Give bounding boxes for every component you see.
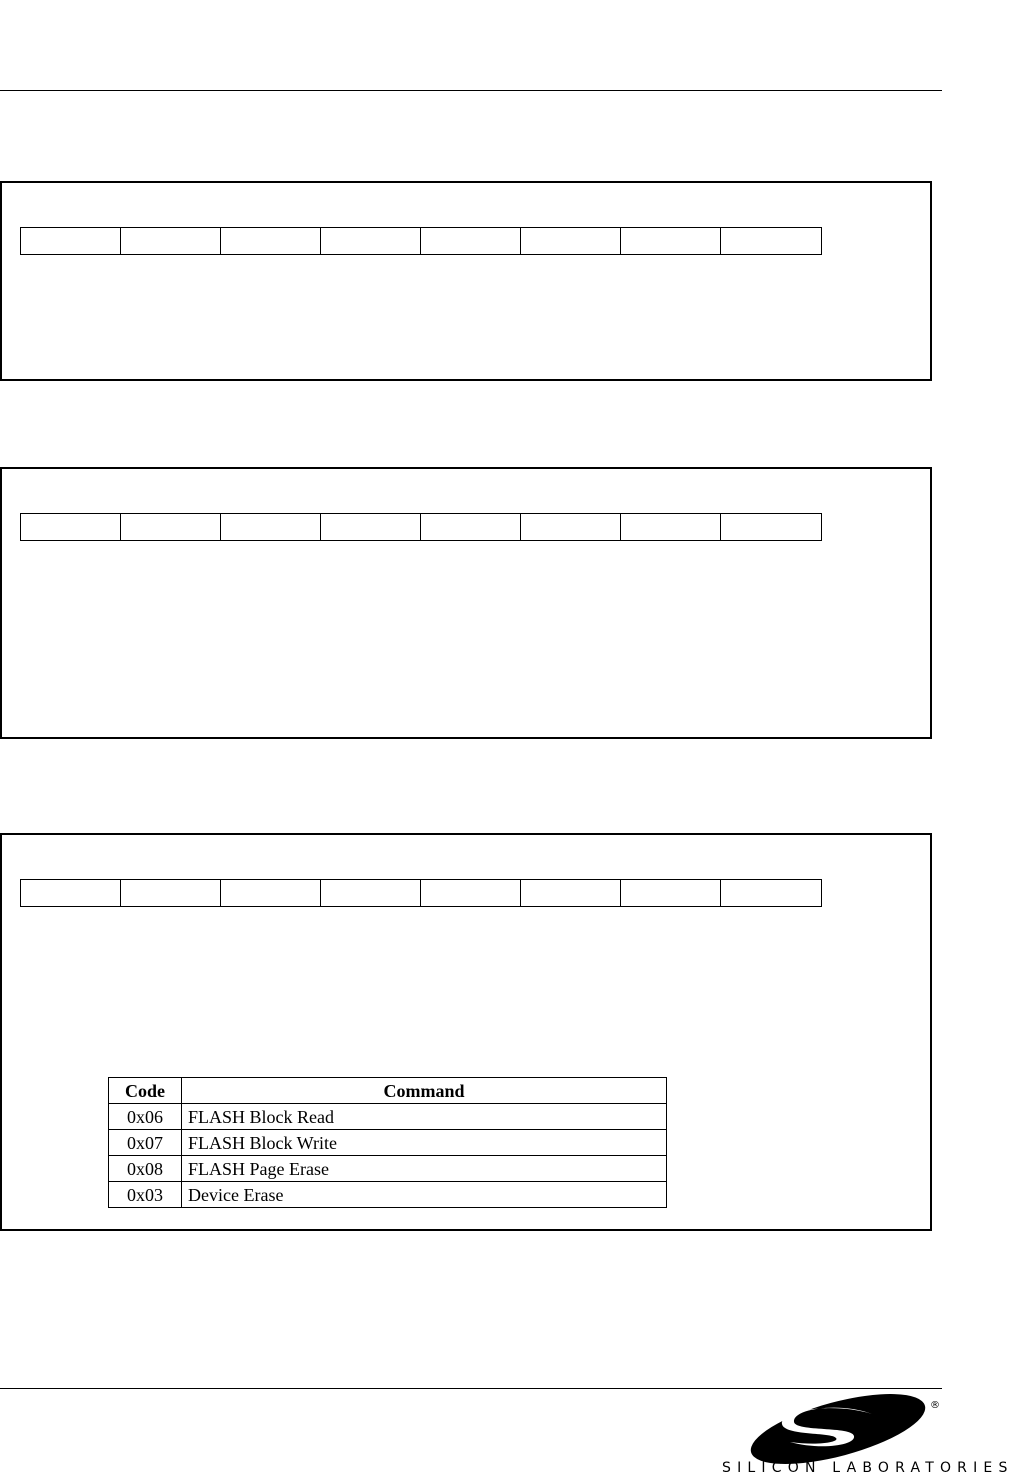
table-header-row xyxy=(109,1078,667,1104)
column-header-command: Command xyxy=(182,1078,667,1104)
command-table xyxy=(108,1077,667,1208)
bit-cell xyxy=(21,514,121,540)
silicon-labs-logo xyxy=(722,1396,1014,1481)
footer-rule xyxy=(0,1388,942,1389)
brand-wordmark: SILICON LABORATORIES xyxy=(722,1460,1014,1476)
bit-cell xyxy=(621,514,721,540)
bit-field-row xyxy=(20,513,822,541)
command-cell: Device Erase xyxy=(182,1182,667,1208)
table-row xyxy=(109,1156,667,1182)
bit-cell xyxy=(221,228,321,254)
bit-cell xyxy=(721,514,821,540)
bit-cell xyxy=(321,228,421,254)
code-cell: 0x06 xyxy=(109,1104,182,1130)
bit-cell xyxy=(521,228,621,254)
bit-cell xyxy=(121,880,221,906)
register-box-1 xyxy=(0,181,932,381)
logo-mark-icon xyxy=(722,1396,944,1460)
command-cell: FLASH Page Erase xyxy=(182,1156,667,1182)
bit-cell xyxy=(421,514,521,540)
bit-cell xyxy=(721,228,821,254)
command-cell: FLASH Block Read xyxy=(182,1104,667,1130)
bit-cell xyxy=(321,880,421,906)
command-cell: FLASH Block Write xyxy=(182,1130,667,1156)
header-rule xyxy=(0,90,942,91)
bit-cell xyxy=(721,880,821,906)
table-row xyxy=(109,1130,667,1156)
code-cell: 0x07 xyxy=(109,1130,182,1156)
bit-cell xyxy=(421,228,521,254)
bit-cell xyxy=(421,880,521,906)
bit-cell xyxy=(321,514,421,540)
bit-cell xyxy=(521,880,621,906)
code-cell: 0x08 xyxy=(109,1156,182,1182)
register-box-2 xyxy=(0,467,932,739)
code-cell: 0x03 xyxy=(109,1182,182,1208)
registered-mark: ® xyxy=(930,1400,940,1411)
bit-cell xyxy=(621,228,721,254)
bit-field-row xyxy=(20,227,822,255)
bit-cell xyxy=(121,514,221,540)
bit-cell xyxy=(21,228,121,254)
bit-cell xyxy=(221,880,321,906)
table-row xyxy=(109,1104,667,1130)
bit-cell xyxy=(221,514,321,540)
bit-field-row xyxy=(20,879,822,907)
table-row xyxy=(109,1182,667,1208)
column-header-code: Code xyxy=(109,1078,182,1104)
bit-cell xyxy=(621,880,721,906)
bit-cell xyxy=(21,880,121,906)
bit-cell xyxy=(121,228,221,254)
bit-cell xyxy=(521,514,621,540)
